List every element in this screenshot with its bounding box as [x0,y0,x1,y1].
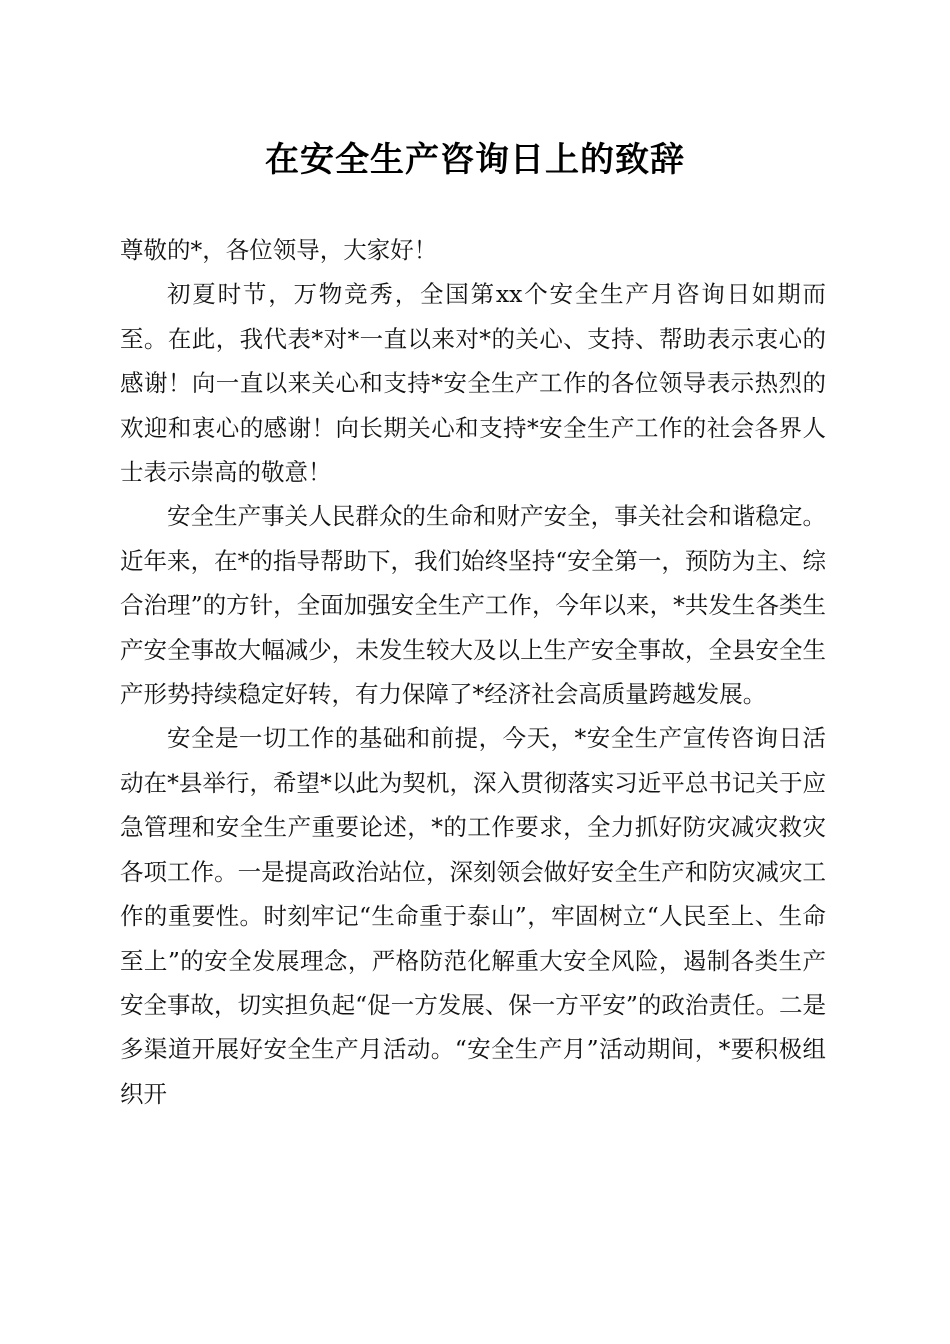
paragraph: 安全是一切工作的基础和前提，今天，*安全生产宣传咨询日活动在*县举行，希望*以此为契机，深入贯彻落实习近平总书记关于应急管理和安全生产重要论述，*的工作要求，全力抓好防灾减灾救灾各项工作。一是提高政治站位，深刻领会做好安全生产和防灾减灾工作的重要性。时刻牢记“生命重于泰山”，牢固树立“人民至上、生命至上”的安全发展理念，严格防范化解重大安全风险，遏制各类生产安全事故，切实担负起“促一方发展、保一方平安”的政治责任。二是多渠道开展好安全生产月活动。“安全生产月”活动期间，*要积极组织开 [120,724,826,1108]
paragraph: 初夏时节，万物竞秀，全国第xx个安全生产月咨询日如期而至。在此，我代表*对*一直以来对*的关心、支持、帮助表示衷心的感谢！向一直以来关心和支持*安全生产工作的各位领导表示热烈的欢迎和衷心的感谢！向长期关心和支持*安全生产工作的社会各界人士表示崇高的敬意！ [120,280,826,487]
document-body [120,228,826,1116]
paragraph: 安全生产事关人民群众的生命和财产安全，事关社会和谐稳定。近年来，在*的指导帮助下，我们始终坚持“安全第一，预防为主、综合治理”的方针，全面加强安全生产工作，今年以来，*共发生各类生产安全事故大幅减少，未发生较大及以上生产安全事故，全县安全生产形势持续稳定好转，有力保障了*经济社会高质量跨越发展。 [120,502,826,709]
salutation: 尊敬的*，各位领导，大家好！ [120,236,438,264]
document-title: 在安全生产咨询日上的致辞 [265,140,685,180]
